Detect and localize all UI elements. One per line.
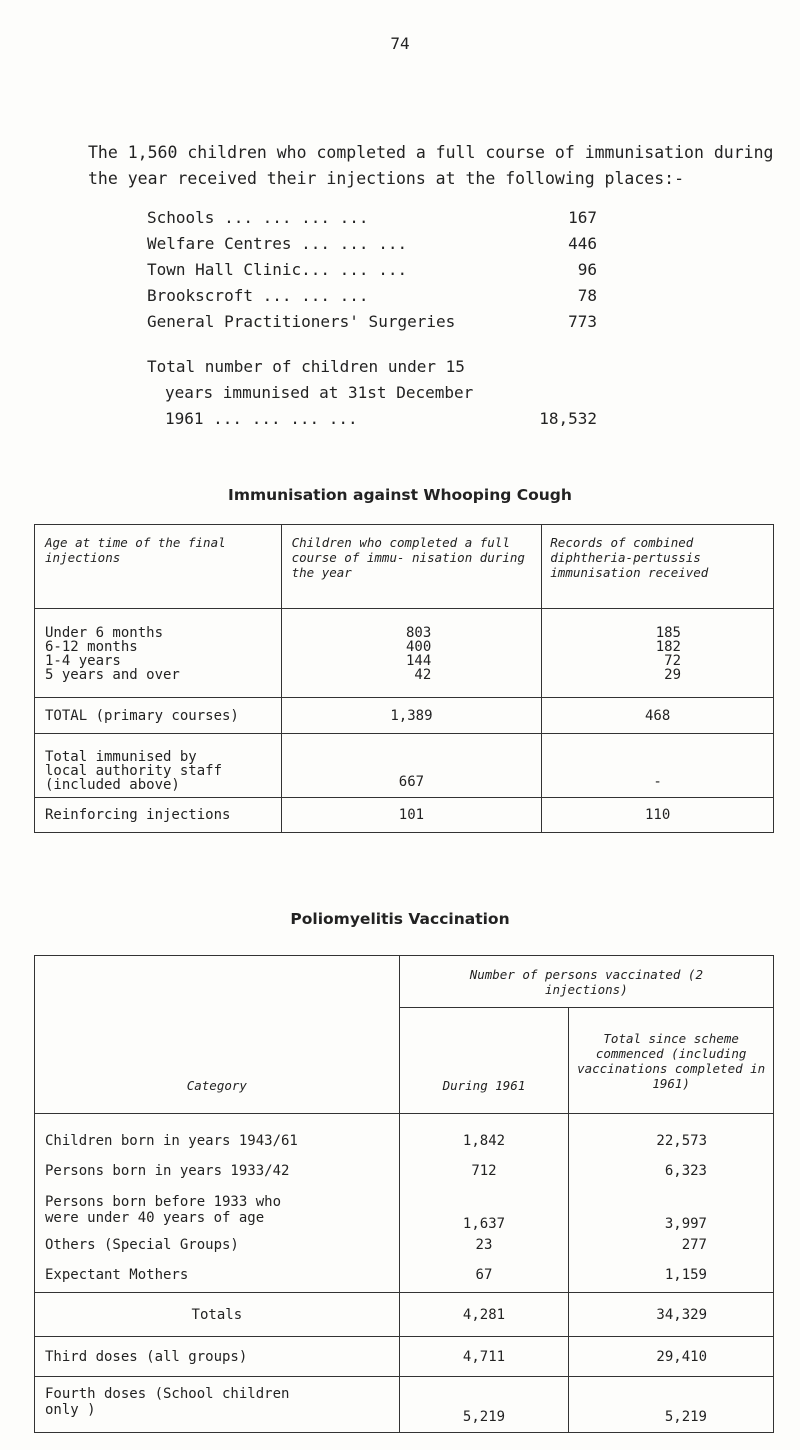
total-line-2: years immunised at 31st December bbox=[165, 383, 474, 402]
table-cell: 29,410 bbox=[569, 1337, 774, 1377]
place-label: Town Hall Clinic... ... ... bbox=[147, 260, 408, 279]
header-during: During 1961 bbox=[399, 1008, 569, 1114]
table-cell: 277 bbox=[681, 1237, 707, 1253]
table-cell: only ) bbox=[45, 1402, 96, 1418]
table-cell: - bbox=[542, 734, 774, 798]
table-cell: 34,329 bbox=[569, 1293, 774, 1337]
place-value: 78 bbox=[577, 286, 597, 305]
table-cell: 667 bbox=[281, 734, 542, 798]
intro-paragraph: The 1,560 children who completed a full course of immunisation during the year received their injections at the following places:- bbox=[88, 143, 774, 188]
table-cell: Fourth doses (School children bbox=[45, 1386, 290, 1402]
table-cell: 1,159 bbox=[664, 1267, 707, 1283]
list-item bbox=[147, 205, 597, 231]
table-cell: 803 bbox=[405, 625, 432, 641]
list-item bbox=[147, 309, 597, 335]
table-cell: 4,281 bbox=[399, 1293, 569, 1337]
table-cell: 5 years and over bbox=[45, 667, 180, 683]
table-cell: 1,389 bbox=[281, 698, 542, 734]
place-value: 773 bbox=[568, 312, 597, 331]
header-total-since: Total since scheme commenced (including vaccinations completed in 1961) bbox=[569, 1008, 774, 1114]
table-cell: Under 6 months bbox=[45, 625, 164, 641]
table-cell: TOTAL (primary courses) bbox=[35, 698, 282, 734]
polio-title: Poliomyelitis Vaccination bbox=[290, 910, 510, 928]
header-age: Age at time of the final injections bbox=[35, 525, 282, 609]
place-label: Welfare Centres ... ... ... bbox=[147, 234, 408, 253]
table-cell: 182 bbox=[655, 639, 681, 655]
table-cell: 1,637 bbox=[462, 1216, 506, 1232]
polio-total-list bbox=[569, 1114, 774, 1293]
place-label: Schools ... ... ... ... bbox=[147, 208, 369, 227]
whooping-cough-table bbox=[34, 524, 774, 833]
table-cell: Reinforcing injections bbox=[35, 798, 282, 833]
table-cell: Others (Special Groups) bbox=[45, 1237, 239, 1253]
table-cell: 185 bbox=[655, 625, 681, 641]
table-cell: 144 bbox=[405, 653, 432, 669]
table-cell: 1,842 bbox=[462, 1133, 506, 1149]
table-cell: Persons born before 1933 who were under 40 years of age bbox=[45, 1194, 282, 1226]
table-cell: 110 bbox=[542, 798, 774, 833]
table-cell: 22,573 bbox=[656, 1133, 707, 1149]
table-cell: Third doses (all groups) bbox=[35, 1337, 400, 1377]
place-value: 96 bbox=[577, 260, 597, 279]
table-cell: Total immunised by bbox=[45, 749, 197, 765]
table-cell: 712 bbox=[471, 1163, 497, 1179]
table-cell: 6-12 months bbox=[45, 639, 138, 655]
total-immunised-block bbox=[147, 354, 597, 432]
table-cell: 1-4 years bbox=[45, 653, 121, 669]
header-group: Number of persons vaccinated (2 injections) bbox=[399, 956, 773, 1008]
table-cell: local authority staff bbox=[45, 763, 223, 779]
table-cell: Children born in years 1943/61 bbox=[45, 1133, 298, 1149]
polio-table bbox=[34, 955, 774, 1433]
completed-values bbox=[281, 609, 542, 698]
table-cell: 400 bbox=[405, 639, 432, 655]
table-cell: 42 bbox=[414, 667, 432, 683]
table-cell: 6,323 bbox=[664, 1163, 707, 1179]
table-cell: Persons born in years 1933/42 bbox=[45, 1163, 290, 1179]
header-category: Category bbox=[35, 956, 400, 1114]
polio-during-list bbox=[399, 1114, 569, 1293]
table-cell: 101 bbox=[281, 798, 542, 833]
table-cell: Totals bbox=[35, 1293, 400, 1337]
table-cell: 3,997 bbox=[664, 1216, 707, 1232]
place-label: Brookscroft ... ... ... bbox=[147, 286, 369, 305]
places-list bbox=[147, 205, 597, 335]
table-cell: 468 bbox=[542, 698, 774, 734]
table-cell: 23 bbox=[475, 1237, 493, 1253]
table-cell: 5,219 bbox=[399, 1377, 569, 1433]
fourth-doses-label bbox=[35, 1377, 400, 1433]
staff-label bbox=[35, 734, 282, 798]
list-item bbox=[147, 283, 597, 309]
table-cell: 67 bbox=[475, 1267, 493, 1283]
place-value: 167 bbox=[568, 208, 597, 227]
place-value: 446 bbox=[568, 234, 597, 253]
list-item bbox=[147, 257, 597, 283]
records-values bbox=[542, 609, 774, 698]
total-value: 18,532 bbox=[539, 409, 597, 428]
whooping-cough-title: Immunisation against Whooping Cough bbox=[228, 486, 572, 504]
total-line-3: 1961 ... ... ... ... bbox=[165, 409, 358, 428]
page-number: 74 bbox=[390, 34, 410, 53]
total-line-1: Total number of children under 15 bbox=[147, 357, 465, 376]
table-cell: 4,711 bbox=[399, 1337, 569, 1377]
total-line-3-row bbox=[147, 406, 597, 432]
table-cell: Expectant Mothers bbox=[45, 1267, 189, 1283]
table-cell: (included above) bbox=[45, 777, 180, 793]
age-labels bbox=[35, 609, 282, 698]
list-item bbox=[147, 231, 597, 257]
polio-category-list bbox=[35, 1114, 400, 1293]
header-records: Records of combined diphtheria-pertussis immunisation received bbox=[542, 525, 774, 609]
place-label: General Practitioners' Surgeries bbox=[147, 312, 456, 331]
table-cell: 29 bbox=[664, 667, 681, 683]
table-cell: 72 bbox=[664, 653, 681, 669]
header-completed: Children who completed a full course of immu- nisation during the year bbox=[281, 525, 542, 609]
table-cell: 5,219 bbox=[569, 1377, 774, 1433]
